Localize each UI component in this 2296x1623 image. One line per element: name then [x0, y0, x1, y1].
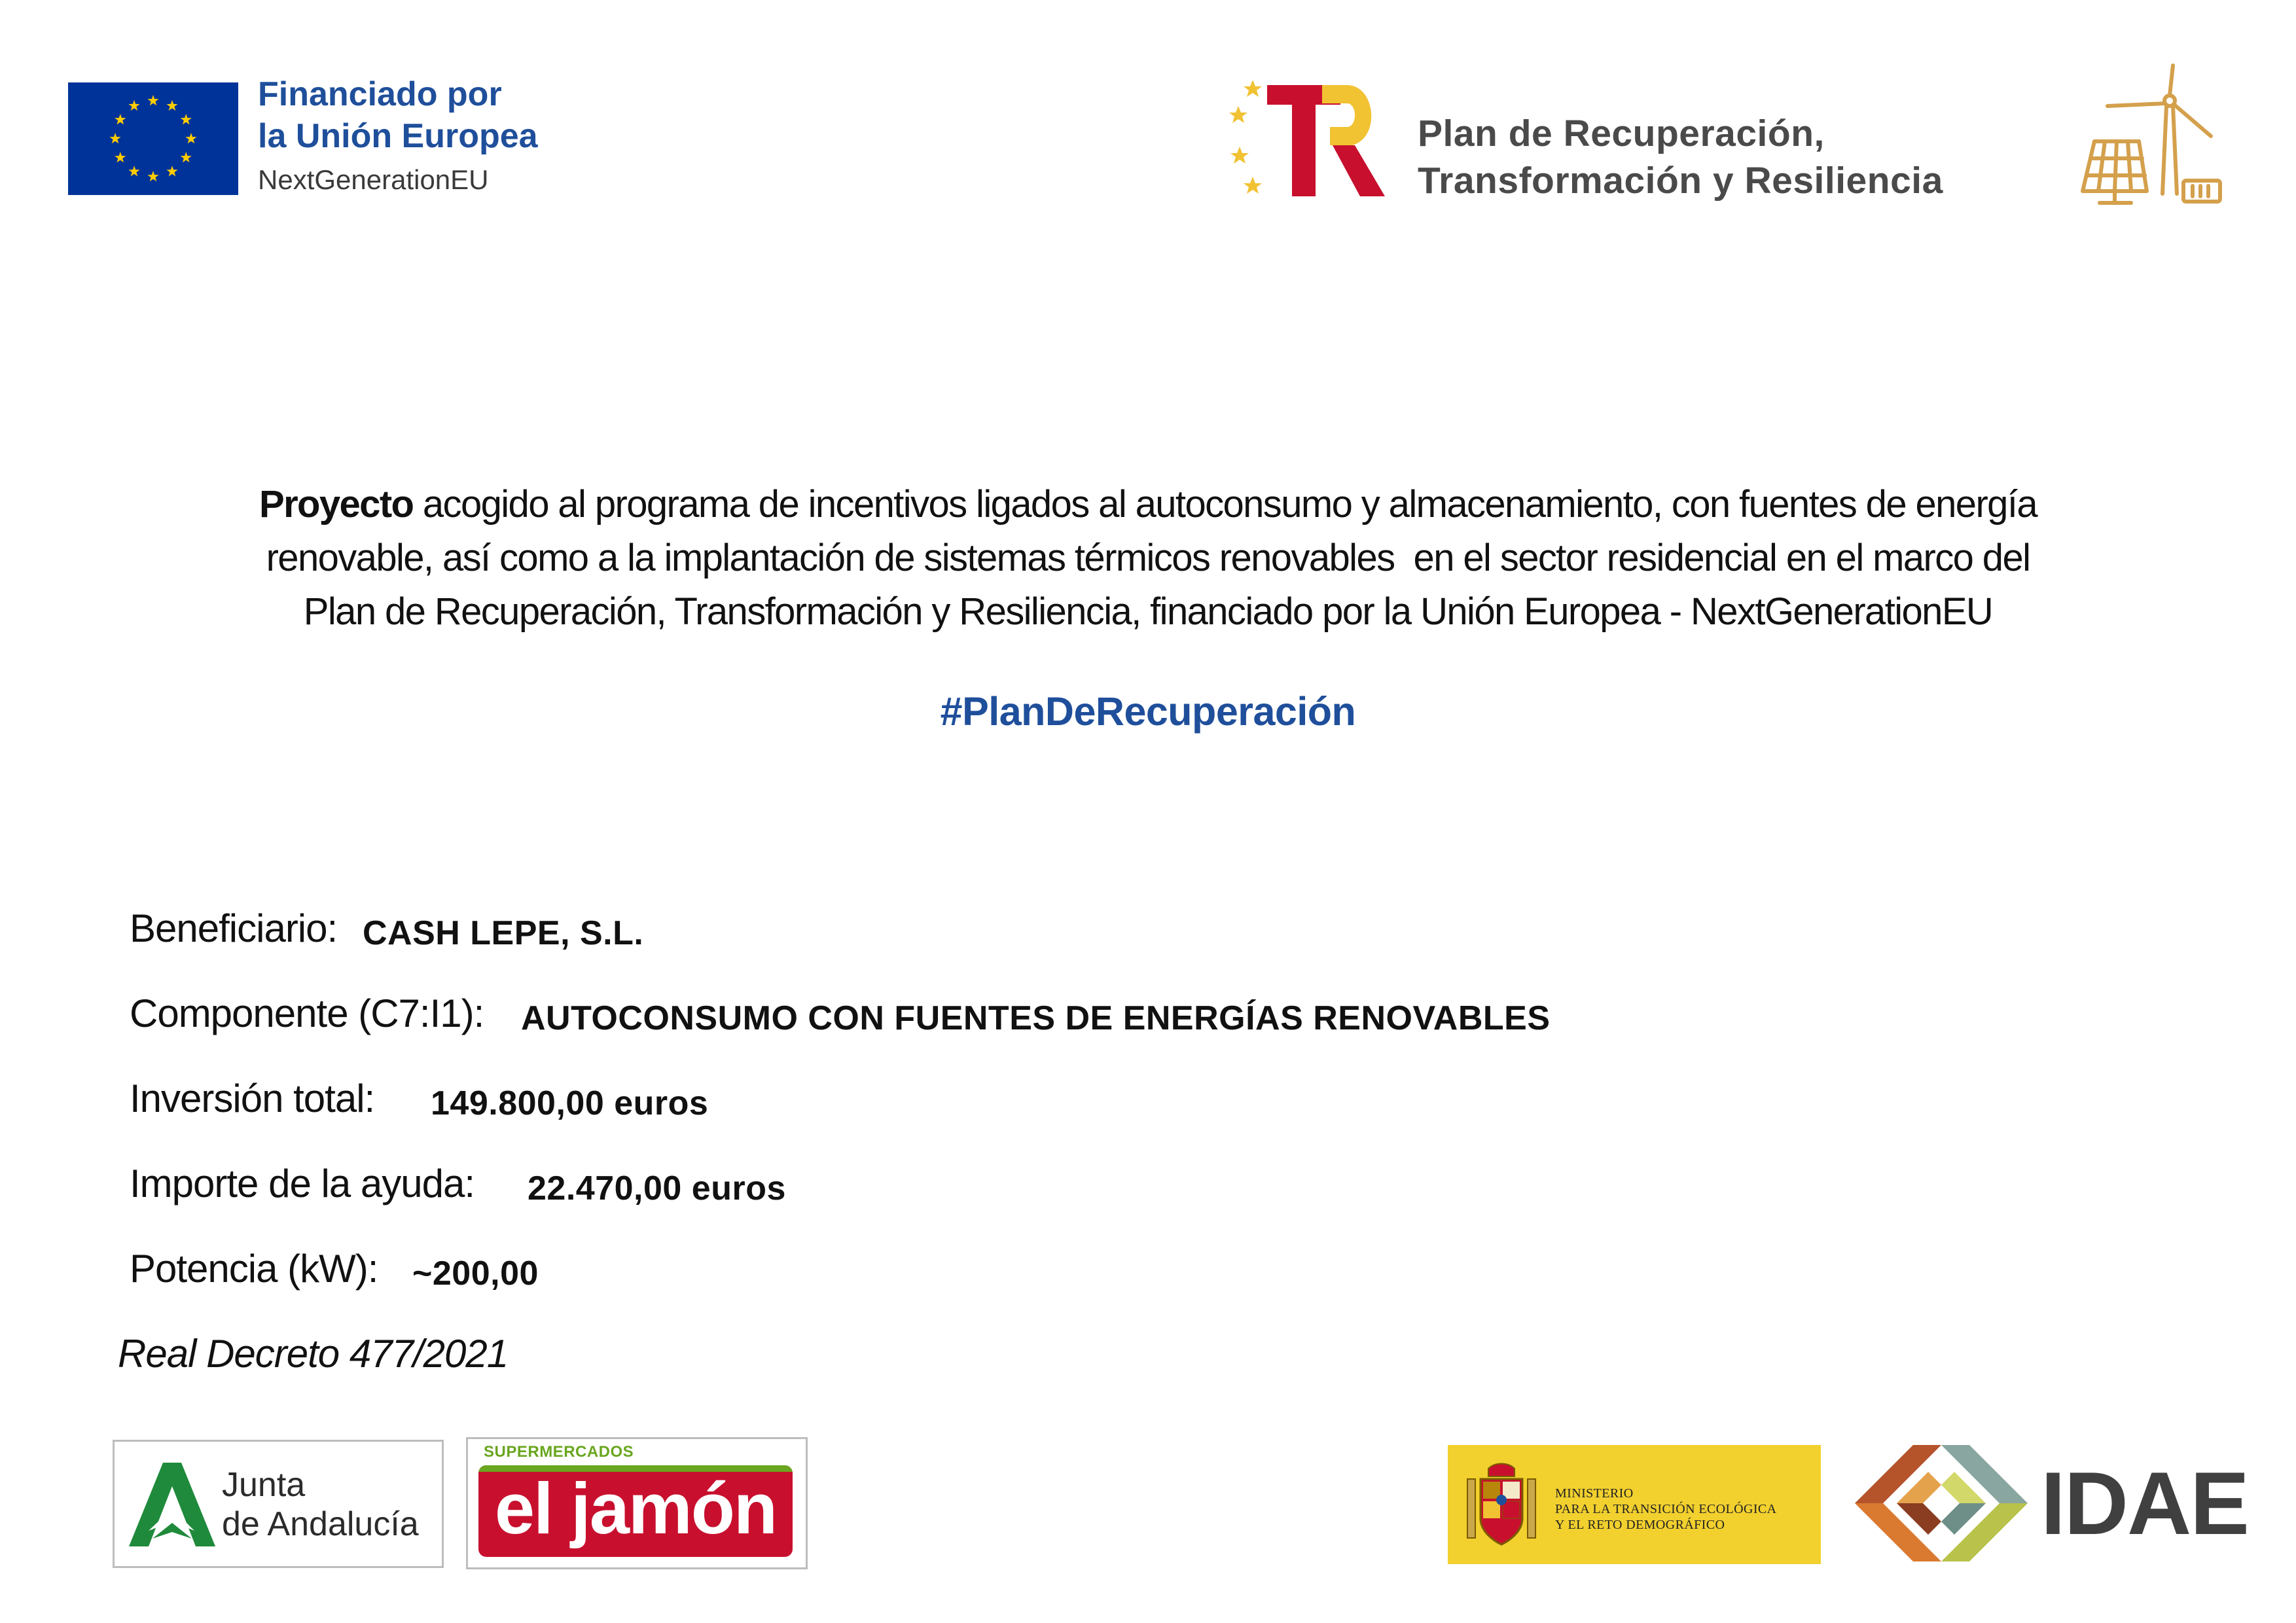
prtr-mark-icon — [1224, 77, 1388, 202]
idae-wordmark: IDAE — [2041, 1454, 2248, 1553]
el-jamon-logo — [466, 1437, 808, 1569]
junta-logo-icon — [126, 1459, 218, 1550]
ministerio-line1: MINISTERIO — [1555, 1486, 1634, 1501]
inversion-value: 149.800,00 euros — [431, 1084, 709, 1122]
el-jamon-name: el jamón — [494, 1469, 777, 1549]
eu-flag-icon — [68, 82, 238, 195]
renewable-energy-icon — [2068, 63, 2225, 209]
eu-logo-line3: NextGenerationEU — [258, 164, 489, 195]
inversion-label: Inversión total: — [130, 1077, 375, 1120]
project-description — [92, 478, 2204, 639]
intro-line1 — [92, 478, 2204, 531]
ministerio-logo — [1448, 1445, 1821, 1564]
ministerio-line2: PARA LA TRANSICIÓN ECOLÓGICA — [1555, 1502, 1777, 1516]
potencia-value: ~200,00 — [412, 1255, 539, 1293]
decree-reference: Real Decreto 477/2021 — [118, 1332, 509, 1376]
eu-logo-line1: Financiado por — [258, 75, 502, 113]
importe-value: 22.470,00 euros — [528, 1169, 786, 1207]
idae-mark-icon — [1850, 1440, 2033, 1567]
intro-line3: Plan de Recuperación, Transformación y Resiliencia, financiado por la Unión Europea - NextGenerationEU — [303, 590, 1993, 633]
beneficiario-value: CASH LEPE, S.L. — [363, 914, 644, 952]
potencia-label: Potencia (kW): — [130, 1247, 378, 1291]
junta-line2: de Andalucía — [222, 1505, 419, 1543]
junta-line1: Junta — [222, 1466, 306, 1504]
hashtag: #PlanDeRecuperación — [940, 689, 1356, 734]
prtr-logo-text — [1418, 110, 2046, 204]
spain-coat-of-arms-icon — [1462, 1462, 1541, 1548]
prtr-logo-line2: Transformación y Resiliencia — [1418, 160, 1943, 202]
eu-funding-logo-text — [258, 73, 598, 200]
importe-label: Importe de la ayuda: — [130, 1162, 475, 1205]
intro-line1-rest: acogido al programa de incentivos ligados al autoconsumo y almacenamiento, con fuentes de energía — [413, 483, 2037, 526]
eu-logo-line2: la Unión Europea — [258, 117, 538, 155]
intro-lead: Proyecto — [259, 483, 414, 526]
junta-andalucia-logo — [113, 1440, 444, 1568]
beneficiario-label: Beneficiario: — [130, 906, 338, 950]
componente-value: AUTOCONSUMO CON FUENTES DE ENERGÍAS RENOVABLES — [521, 999, 1551, 1037]
el-jamon-badge — [478, 1465, 793, 1557]
componente-label: Componente (C7:I1): — [130, 991, 484, 1035]
intro-line2: renovable, así como a la implantación de sistemas térmicos renovables en el sector residencial en el marco del — [266, 537, 2030, 579]
el-jamon-tagline: SUPERMERCADOS — [484, 1443, 634, 1461]
ministerio-line3: Y EL RETO DEMOGRÁFICO — [1555, 1518, 1725, 1532]
prtr-logo-line1: Plan de Recuperación, — [1418, 113, 1825, 154]
